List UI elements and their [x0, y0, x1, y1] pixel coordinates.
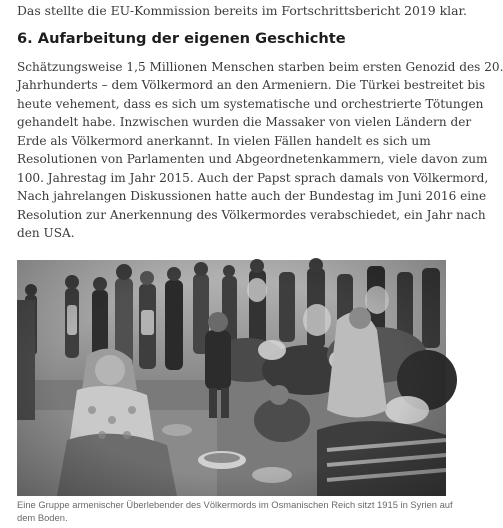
paragraph-line: Resolution zur Anerkennung des Völkermordes verabschiedet, ein Jahr nach	[17, 207, 486, 222]
photo-illustration	[17, 260, 446, 496]
caption-line: dem Boden.	[17, 512, 68, 523]
paragraph-line: Jahrhunderts – dem Völkermord an den Armeniern. Die Türkei bestreitet bis	[17, 78, 486, 93]
paragraph-line: den USA.	[17, 226, 75, 241]
paragraph-line: gehandelt habe. Inzwischen wurden die Massaker von vielen Ländern der	[17, 115, 472, 130]
photo-caption	[17, 498, 453, 524]
section-heading: 6. Aufarbeitung der eigenen Geschichte	[17, 30, 346, 47]
paragraph-line: Resolutionen von Parlamenten und Abgeordnetenkammern, viele davon zum	[17, 152, 488, 167]
caption-line: Eine Gruppe armenischer Überlebender des Völkermords im Osmanischen Reich sitzt 1915 in Syrien auf	[17, 499, 453, 510]
paragraph-line: heute vehement, dass es sich um systematische und orchestrierte Tötungen	[17, 96, 484, 111]
paragraph-line: Schätzungsweise 1,5 Millionen Menschen starben beim ersten Genozid des 20.	[17, 60, 503, 74]
historical-photo	[17, 260, 446, 496]
article-paragraph	[17, 58, 503, 243]
intro-sentence: Das stellte die EU-Kommission bereits im Fortschrittsbericht 2019 klar.	[17, 3, 467, 18]
paragraph-line: 100. Jahrestag im Jahr 2015. Auch der Papst sprach damals von Völkermord,	[17, 170, 489, 185]
paragraph-line: Nach jahrelangen Diskussionen hatte auch der Bundestag im Juni 2016 eine	[17, 189, 487, 204]
paragraph-line: Erde als Völkermord anerkannt. In vielen Fällen handelt es sich um	[17, 133, 431, 148]
